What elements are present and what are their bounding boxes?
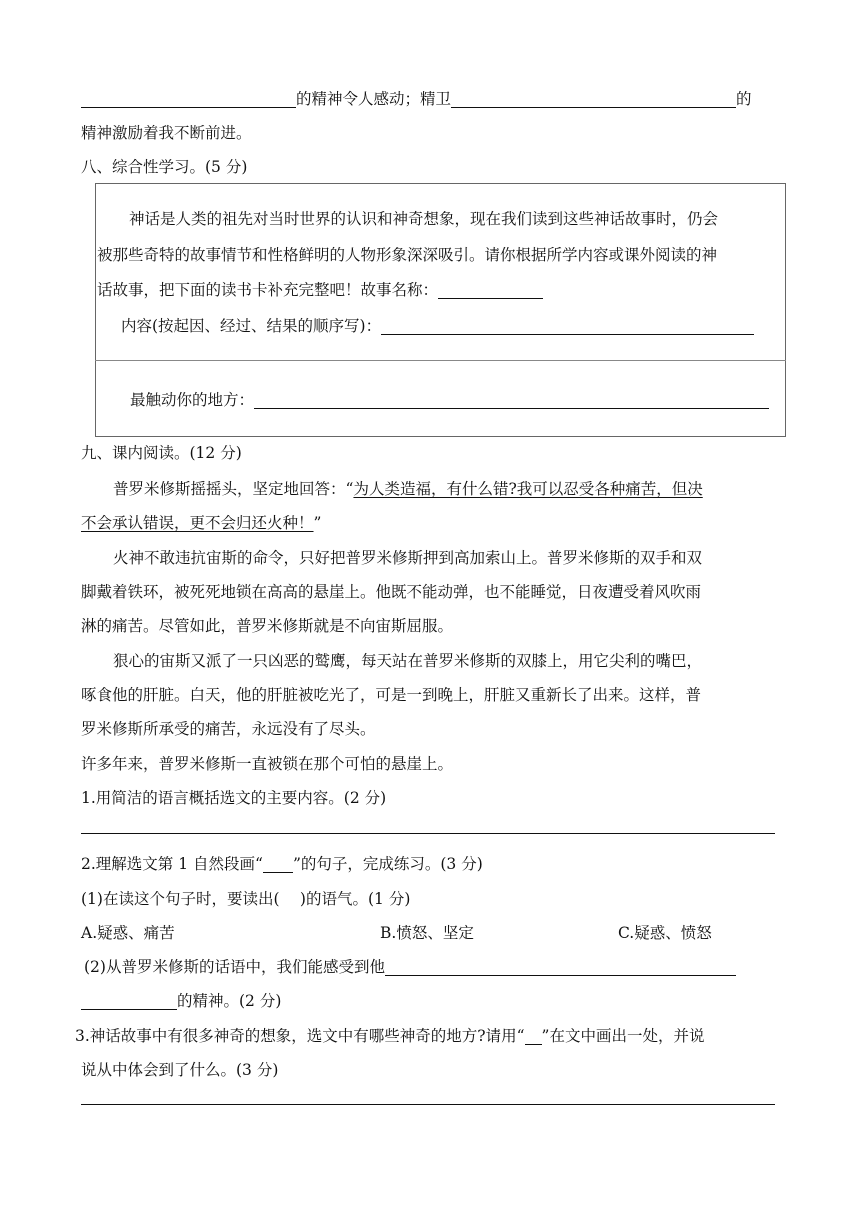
section8-heading: 八、综合性学习。(5 分): [81, 158, 248, 176]
s7-line2: 精神激励着我不断前进。: [81, 124, 252, 142]
content-blank[interactable]: [381, 333, 754, 335]
card-intro-line2: 被那些奇特的故事情节和性格鲜明的人物形象深深吸引。请你根据所学内容或课外阅读的神: [97, 246, 718, 264]
question-3: 3.神话故事中有很多神奇的想象，选文中有哪些神奇的地方?请用“ ”在文中画出一处，并说: [75, 1027, 705, 1045]
touch-blank[interactable]: [254, 407, 769, 409]
underlined-sentence: 为人类造福，有什么错?我可以忍受各种痛苦，但决: [353, 480, 703, 498]
option-b[interactable]: B.愤怒、坚定: [380, 924, 474, 942]
answer-blank[interactable]: [451, 106, 736, 108]
question-1: 1.用简洁的语言概括选文的主要内容。(2 分): [81, 789, 387, 807]
question-3-line2: 说从中体会到了什么。(3 分): [81, 1061, 279, 1079]
passage-p1-line2: 不会承认错误，更不会归还火种！”: [81, 514, 322, 532]
passage-p3-line2: 啄食他的肝脏。白天，他的肝脏被吃光了，可是一到晚上，肝脏又重新长了出来。这样，普: [81, 686, 702, 704]
answer-blank[interactable]: [81, 106, 296, 108]
option-c[interactable]: C.疑惑、愤怒: [618, 924, 712, 942]
story-name-blank[interactable]: [438, 297, 543, 299]
passage-p2-line3: 淋的痛苦。尽管如此，普罗米修斯就是不向宙斯屈服。: [81, 617, 454, 635]
underline-sample: [525, 1043, 542, 1045]
card-intro-line1: 神话是人类的祖先对当时世界的认识和神奇想象，现在我们读到这些神话故事时，仍会: [129, 210, 719, 228]
passage-p3-line3: 罗米修斯所承受的痛苦，永远没有了尽头。: [81, 720, 376, 738]
answer-blank[interactable]: [81, 1008, 177, 1010]
answer-line-q1[interactable]: [81, 833, 775, 834]
option-a[interactable]: A.疑惑、痛苦: [81, 924, 175, 942]
underlined-sentence: 不会承认错误，更不会归还火种！: [81, 514, 314, 532]
question-2-1: (1)在读这个句子时，要读出( )的语气。(1 分): [81, 890, 411, 908]
card-touch-line: 最触动你的地方：: [130, 393, 769, 409]
card-content-line: 内容(按起因、经过、结果的顺序写)：: [121, 319, 754, 335]
card-divider: [95, 360, 786, 361]
question-2-2: (2)从普罗米修斯的话语中，我们能感受到他: [84, 960, 736, 976]
card-intro-line3: 话故事，把下面的读书卡补充完整吧！故事名称：: [97, 283, 543, 299]
underline-sample: [263, 871, 293, 873]
question-2-2-end: 的精神。(2 分): [81, 994, 281, 1010]
passage-p2-line1: 火神不敢违抗宙斯的命令，只好把普罗米修斯押到高加索山上。普罗米修斯的双手和双: [113, 549, 703, 567]
answer-blank[interactable]: [385, 974, 736, 976]
passage-p4: 许多年来，普罗米修斯一直被锁在那个可怕的悬崖上。: [81, 755, 454, 773]
passage-p3-line1: 狠心的宙斯又派了一只凶恶的鹫鹰，每天站在普罗米修斯的双膝上，用它尖利的嘴巴，: [113, 652, 703, 670]
answer-line-q3[interactable]: [81, 1104, 775, 1105]
section9-heading: 九、课内阅读。(12 分): [81, 444, 242, 462]
passage-p1-line1: 普罗米修斯摇摇头，坚定地回答：“为人类造福，有什么错?我可以忍受各种痛苦，但决: [113, 480, 703, 498]
passage-p2-line2: 脚戴着铁环，被死死地锁在高高的悬崖上。他既不能动弹，也不能睡觉，日夜遭受着风吹雨: [81, 583, 702, 601]
question-2: 2.理解选文第 1 自然段画“ ”的句子，完成练习。(3 分): [81, 855, 483, 873]
s7-line1: 的精神令人感动；精卫 的: [81, 92, 752, 108]
